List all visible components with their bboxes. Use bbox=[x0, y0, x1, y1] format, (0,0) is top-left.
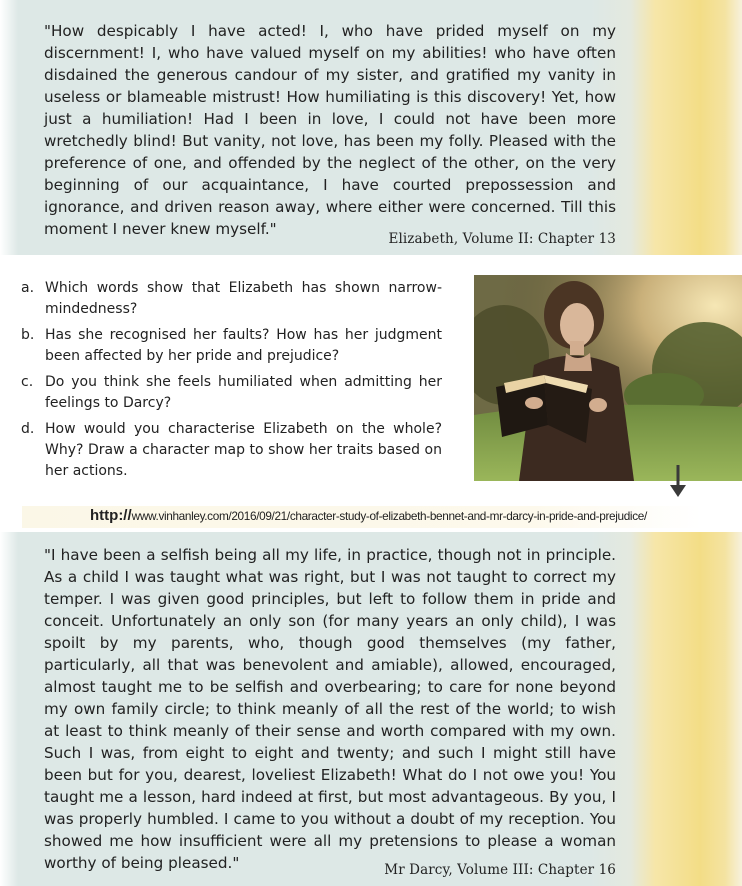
question-item bbox=[18, 419, 442, 482]
elizabeth-quote-attribution: Elizabeth, Volume II: Chapter 13 bbox=[388, 231, 616, 247]
darcy-quote-box bbox=[0, 532, 742, 886]
url-path: www.vinhanley.com/2016/09/21/character-study-of-elizabeth-bennet-and-mr-darcy-in-pride-and-prejudice/ bbox=[131, 509, 647, 523]
question-text: Do you think she feels humiliated when admitting her feelings to Darcy? bbox=[45, 374, 442, 411]
elizabeth-quote-text: "How despicably I have acted! I, who have prided myself on my discernment! I, who have valued myself on my abilities! who have often disdained the generous candour of my sister, and gratified my vanity in useless or blameable mistrust! How humiliating is this discovery! Yet, how just a humiliation! Had I been in love, I could not have been more wretchedly blind! But vanity, not love, has been my folly. Pleased with the preference of one, and offended by the neglect of the other, on the very beginning of our acquaintance, I have courted prepossession and ignorance, and driven reason away, where either were concerned. Till this moment I never knew myself." bbox=[44, 22, 616, 238]
question-text: Has she recognised her faults? How has her judgment been affected by her pride and prejudice? bbox=[45, 327, 442, 364]
elizabeth-quote-box bbox=[0, 0, 742, 255]
question-item bbox=[18, 325, 442, 367]
woman-reading-book-icon bbox=[474, 275, 742, 481]
question-text: Which words show that Elizabeth has shown narrow-mindedness? bbox=[45, 280, 442, 317]
source-url[interactable] bbox=[90, 507, 647, 524]
questions-list bbox=[18, 278, 442, 487]
question-letter: c. bbox=[21, 374, 34, 390]
source-url-bar bbox=[22, 506, 702, 528]
question-text: How would you characterise Elizabeth on the whole? Why? Draw a character map to show her traits based on her actions. bbox=[45, 421, 442, 479]
question-letter: d. bbox=[21, 421, 35, 437]
question-item bbox=[18, 372, 442, 414]
darcy-quote-text: "I have been a selfish being all my life, in practice, though not in principle. As a child I was taught what was right, but I was not taught to correct my temper. I was given good principles, but left to follow them in pride and conceit. Unfortunately an only son (for many years an only child), I was spoilt by my parents, who, though good themselves (my father, particularly, all that was benevolent and amiable), allowed, encouraged, almost taught me to be selfish and overbearing; to care for none beyond my own family circle; to think meanly of all the rest of the world; to wish at least to think meanly of their sense and worth compared with my own. Such I was, from eight to eight and twenty; and such I might still have been but for you, dearest, loveliest Elizabeth! What do I not owe you! You taught me a lesson, hard indeed at first, but most advantageous. By you, I was properly humbled. I came to you without a doubt of my reception. You showed me how insufficient were all my pretensions to please a woman worthy of being pleased." bbox=[44, 546, 616, 872]
darcy-quote-attribution: Mr Darcy, Volume III: Chapter 16 bbox=[384, 862, 616, 878]
url-protocol: http:// bbox=[90, 507, 132, 524]
question-letter: a. bbox=[21, 280, 35, 296]
elizabeth-reading-photo bbox=[474, 275, 742, 481]
question-item bbox=[18, 278, 442, 320]
question-letter: b. bbox=[21, 327, 35, 343]
arrow-down-icon bbox=[668, 465, 688, 499]
